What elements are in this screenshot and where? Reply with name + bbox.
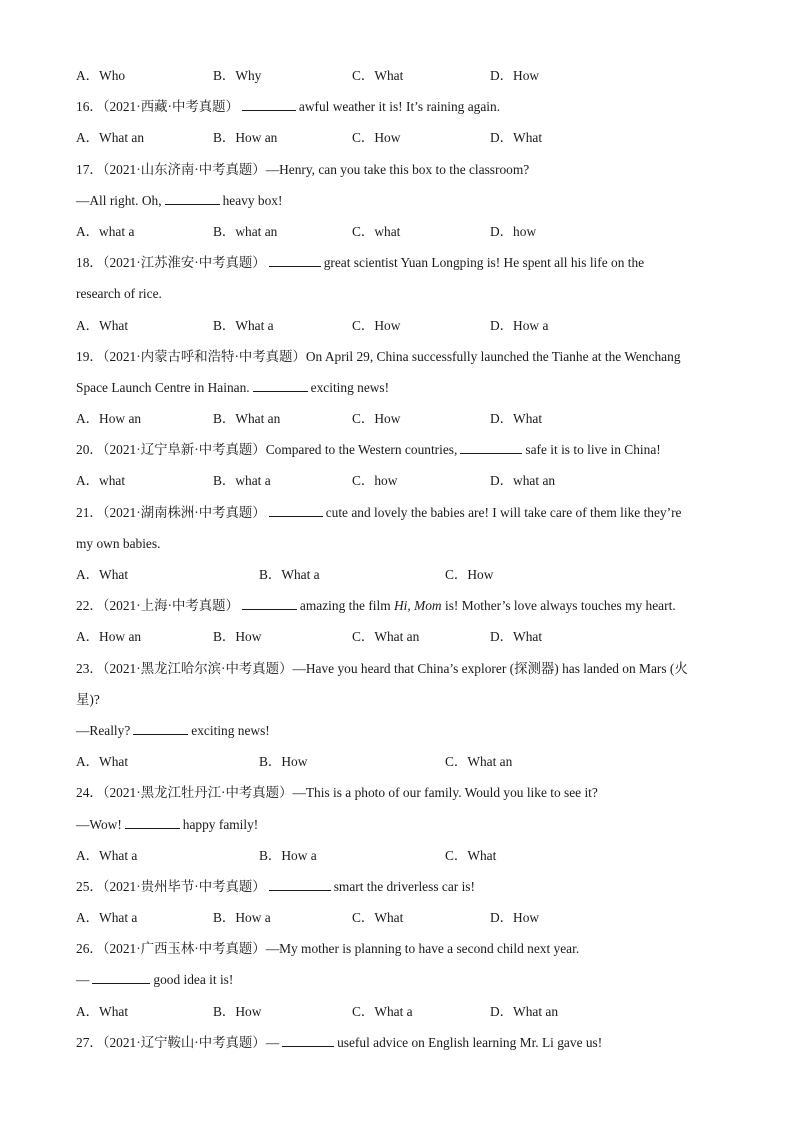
q26-response	[76, 964, 726, 995]
q20-before: Compared to the Western countries,	[265, 442, 458, 458]
q27-blank	[282, 1034, 334, 1047]
q25-option-c[interactable]: C．What	[352, 910, 404, 926]
q23-line3-before: —Really?	[76, 722, 131, 738]
q26-blank	[92, 971, 150, 984]
q19-blank	[253, 379, 308, 392]
q18-option-b[interactable]: B．What a	[213, 317, 274, 333]
q20-option-d[interactable]: D．what an	[490, 473, 556, 489]
q26-option-c[interactable]: C．What a	[352, 1003, 413, 1019]
q25-blank	[269, 878, 331, 891]
q19-option-a[interactable]: A．How an	[76, 411, 142, 427]
q18-number: 18．（2021·江苏淮安·中考真题）	[76, 255, 266, 271]
q18-option-c[interactable]: C．How	[352, 317, 401, 333]
q15-option-d[interactable]: D．How	[490, 68, 540, 83]
q19-option-b[interactable]: B．What an	[213, 411, 281, 427]
q23-blank	[133, 722, 188, 735]
q17-blank	[165, 192, 220, 205]
q19-stem	[76, 341, 726, 372]
q25-options	[76, 902, 726, 933]
q20-option-b[interactable]: B．what a	[213, 473, 271, 489]
q25-stem	[76, 871, 726, 902]
q15-option-c[interactable]: C．What	[352, 68, 404, 83]
q22-number: 22．（2021·上海·中考真题）	[76, 598, 239, 614]
q26-line2-after: good idea it is!	[153, 972, 234, 988]
q20-number: 20．（2021·辽宁阜新·中考真题）	[76, 442, 266, 458]
q27-after: useful advice on English learning Mr. Li gave us!	[337, 1034, 603, 1050]
q17-option-a[interactable]: A．what a	[76, 223, 135, 239]
q18-option-d[interactable]: D．How a	[490, 317, 549, 333]
q16-number: 16．（2021·西藏·中考真题）	[76, 99, 239, 115]
q17-number: 17．（2021·山东济南·中考真题）	[76, 161, 266, 177]
q25-number: 25．（2021·贵州毕节·中考真题）	[76, 878, 266, 894]
q24-stem	[76, 777, 726, 808]
q26-line2-before: —	[76, 972, 90, 988]
q18-text: great scientist Yuan Longping is! He spent all his life on the	[323, 255, 645, 271]
q17-line2-before: —All right. Oh,	[76, 192, 162, 208]
q26-stem	[76, 933, 726, 964]
q27-before: —	[265, 1034, 280, 1050]
q19-line1: On April 29, China successfully launched the Tianhe at the Wenchang	[305, 348, 681, 364]
q17-option-b[interactable]: B．what an	[213, 223, 278, 239]
q17-stem	[76, 154, 726, 185]
q26-line1: —My mother is planning to have a second child next year.	[265, 941, 580, 957]
q19-option-d[interactable]: D．What	[490, 411, 543, 427]
q23-option-c[interactable]: C．What an	[445, 754, 513, 770]
q17-line2-after: heavy box!	[222, 192, 283, 208]
q27-stem	[76, 1027, 726, 1058]
q22-option-b[interactable]: B．How	[213, 629, 262, 645]
q26-options	[76, 996, 726, 1027]
q21-stem-cont: my own babies.	[76, 535, 161, 551]
q22-blank	[242, 597, 297, 610]
q20-options	[76, 465, 726, 496]
q23-options	[76, 746, 726, 777]
q23-stem-cont: 星)?	[76, 691, 100, 707]
q24-option-c[interactable]: C．What	[445, 847, 497, 863]
q18-options	[76, 310, 726, 341]
q26-option-a[interactable]: A．What	[76, 1003, 129, 1019]
q21-text: cute and lovely the babies are! I will take care of them like they’re	[325, 504, 682, 520]
q22-film-title: Hi, Mom	[394, 598, 442, 614]
q24-blank	[125, 816, 180, 829]
q16-stem	[76, 91, 726, 122]
q19-number: 19．（2021·内蒙古呼和浩特·中考真题）	[76, 348, 306, 364]
q20-option-c[interactable]: C．how	[352, 473, 398, 489]
q23-stem	[76, 653, 726, 684]
q16-text: awful weather it is! It’s raining again.	[298, 99, 501, 115]
q24-options	[76, 840, 726, 871]
q18-blank	[269, 254, 321, 267]
q20-after: safe it is to live in China!	[525, 442, 661, 458]
q18-stem	[76, 247, 726, 278]
q24-line2-after: happy family!	[182, 816, 259, 832]
q20-option-a[interactable]: A．what	[76, 473, 126, 489]
q19-stem-cont	[76, 372, 726, 403]
q17-option-d[interactable]: D．how	[490, 223, 537, 239]
q22-before-italic: amazing the film	[299, 598, 391, 614]
q19-options	[76, 403, 726, 434]
q16-blank	[242, 98, 296, 111]
question-page	[76, 60, 726, 1058]
q25-option-d[interactable]: D．How	[490, 910, 540, 926]
q24-line2-before: —Wow!	[76, 816, 122, 832]
q18-option-a[interactable]: A．What	[76, 317, 129, 333]
q16-option-c[interactable]: C．How	[352, 130, 401, 146]
q19-option-c[interactable]: C．How	[352, 411, 401, 427]
q25-option-a[interactable]: A．What a	[76, 910, 138, 926]
q23-line1: —Have you heard that China’s explorer (探测器) has landed on Mars (火	[292, 660, 688, 676]
q17-response	[76, 185, 726, 216]
q24-option-a[interactable]: A．What a	[76, 847, 138, 863]
q22-after-italic: is! Mother’s love always touches my heart.	[444, 598, 676, 614]
q19-line2-before: Space Launch Centre in Hainan.	[76, 379, 250, 395]
q25-text: smart the driverless car is!	[333, 878, 475, 894]
q18-stem-cont: research of rice.	[76, 286, 162, 302]
q25-option-b[interactable]: B．How a	[213, 910, 271, 926]
q26-number: 26．（2021·广西玉林·中考真题）	[76, 941, 266, 957]
q16-option-b[interactable]: B．How an	[213, 130, 278, 146]
q22-stem	[76, 590, 726, 621]
q22-option-d[interactable]: D．What	[490, 629, 543, 645]
q23-option-a[interactable]: A．What	[76, 754, 129, 770]
q24-option-b[interactable]: B．How a	[259, 847, 317, 863]
q20-stem	[76, 434, 726, 465]
q23-option-b[interactable]: B．How	[259, 754, 308, 770]
q23-line3-after: exciting news!	[191, 722, 270, 738]
q23-number: 23．（2021·黑龙江哈尔滨·中考真题）	[76, 660, 293, 676]
q17-options	[76, 216, 726, 247]
q22-options	[76, 621, 726, 652]
q16-option-d[interactable]: D．What	[490, 130, 543, 146]
q16-options	[76, 122, 726, 153]
q21-option-c[interactable]: C．How	[445, 567, 494, 582]
q21-blank	[269, 504, 323, 517]
q21-option-a[interactable]: A．What	[76, 567, 129, 582]
q21-number: 21．（2021·湖南株洲·中考真题）	[76, 504, 266, 520]
q24-response	[76, 809, 726, 840]
q27-number: 27．（2021·辽宁鞍山·中考真题）	[76, 1034, 266, 1050]
q17-option-c[interactable]: C．what	[352, 223, 401, 239]
q17-line1: —Henry, can you take this box to the classroom?	[265, 161, 530, 177]
q20-blank	[460, 441, 522, 454]
q23-response	[76, 715, 726, 746]
q26-option-b[interactable]: B．How	[213, 1003, 262, 1019]
q24-number: 24．（2021·黑龙江牡丹江·中考真题）	[76, 785, 293, 801]
q26-option-d[interactable]: D．What an	[490, 1003, 559, 1019]
q15-options	[76, 60, 726, 91]
q21-option-b[interactable]: B．What a	[259, 567, 320, 582]
q22-option-c[interactable]: C．What an	[352, 629, 420, 645]
q16-option-a[interactable]: A．What an	[76, 130, 145, 146]
q15-option-a[interactable]: A．Who	[76, 68, 126, 83]
q21-stem	[76, 497, 726, 528]
q21-options	[76, 559, 726, 590]
q22-option-a[interactable]: A．How an	[76, 629, 142, 645]
q24-line1: —This is a photo of our family. Would you like to see it?	[292, 785, 598, 801]
q19-line2-after: exciting news!	[310, 379, 390, 395]
q15-option-b[interactable]: B．Why	[213, 68, 262, 83]
